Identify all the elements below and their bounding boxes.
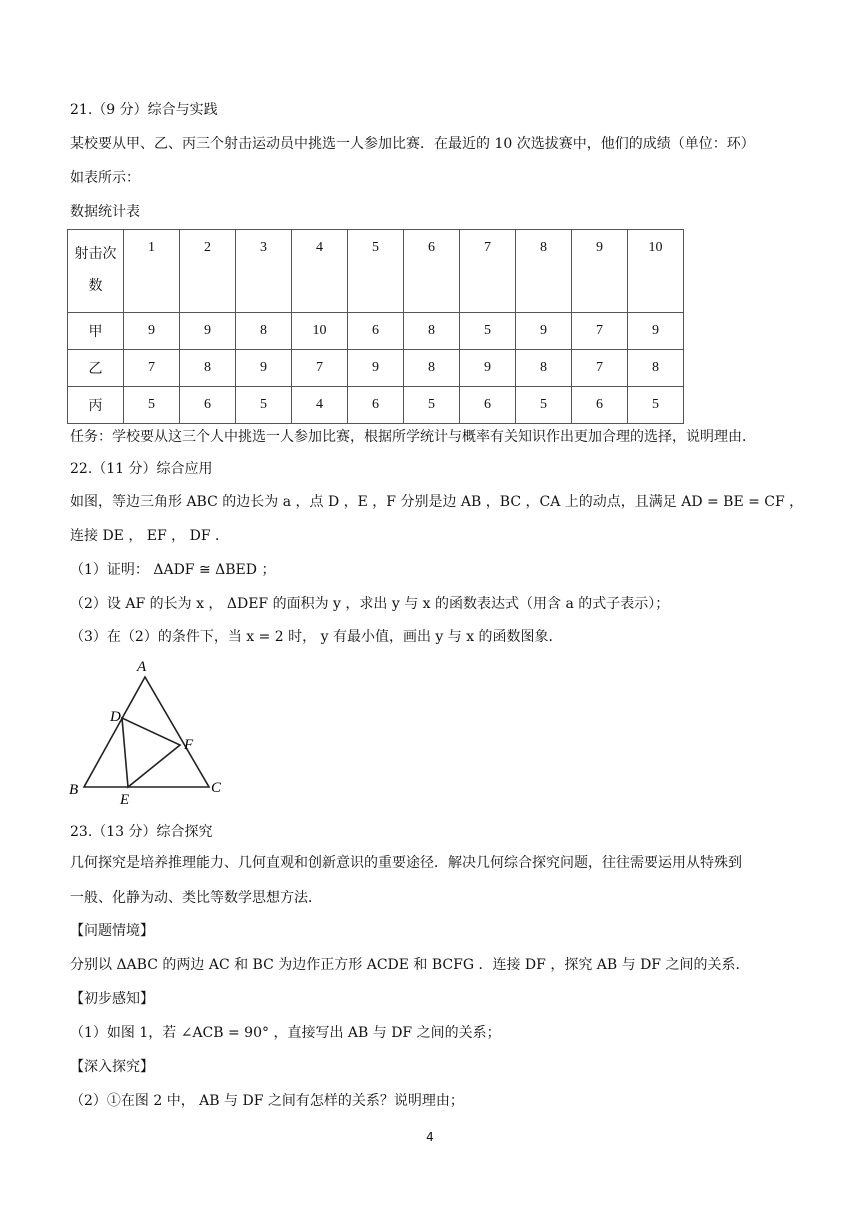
q21-task: 任务：学校要从这三个人中挑选一人参加比赛，根据所学统计与概率有关知识作出更加合理的选择，说明理由． bbox=[70, 429, 756, 445]
table-cell: 9 bbox=[516, 313, 572, 350]
table-cell: 8 bbox=[404, 350, 460, 387]
q22-line1: 如图，等边三角形 ABC 的边长为 a ，点 D ，E ，F 分别是边 AB ，BC ，CA 上的动点，且满足 AD = BE = CF ， bbox=[70, 494, 804, 510]
q22-heading: 22.（11 分）综合应用 bbox=[70, 461, 213, 477]
triangle-abc bbox=[84, 677, 209, 787]
table-cell: 6 bbox=[460, 387, 516, 424]
table-cell: 5 bbox=[460, 313, 516, 350]
table-cell: 8 bbox=[236, 313, 292, 350]
table-cell: 5 bbox=[628, 387, 684, 424]
table-cell: 9 bbox=[348, 350, 404, 387]
label-d: D bbox=[110, 709, 121, 725]
table-cell: 8 bbox=[628, 350, 684, 387]
label-a: A bbox=[137, 659, 147, 675]
q23-section-problem: 【问题情境】 bbox=[70, 923, 154, 939]
q22-part1: （1）证明： ΔADF ≅ ΔBED ； bbox=[70, 562, 276, 578]
table-cell: 10 bbox=[292, 313, 348, 350]
table-cell: 7 bbox=[572, 313, 628, 350]
triangle-def bbox=[122, 718, 180, 787]
q23-situation: 分别以 ΔABC 的两边 AC 和 BC 为边作正方形 ACDE 和 BCFG ．连接 DF ，探究 AB 与 DF 之间的关系． bbox=[70, 957, 750, 973]
q23-section-initial: 【初步感知】 bbox=[70, 991, 154, 1007]
table-header-cell: 10 bbox=[628, 230, 684, 313]
table-row bbox=[68, 387, 684, 424]
table-cell: 5 bbox=[236, 387, 292, 424]
q21-heading: 21.（9 分）综合与实践 bbox=[70, 102, 218, 118]
table-cell: 9 bbox=[124, 313, 180, 350]
table-cell: 7 bbox=[292, 350, 348, 387]
q23-intro-line1: 几何探究是培养推理能力、几何直观和创新意识的重要途径．解决几何综合探究问题，往往需要运用从特殊到 bbox=[70, 855, 742, 871]
table-header-cell: 5 bbox=[348, 230, 404, 313]
table-cell: 6 bbox=[180, 387, 236, 424]
table-header-label: 射击次 数 bbox=[68, 230, 124, 313]
table-cell: 8 bbox=[516, 350, 572, 387]
table-row bbox=[68, 350, 684, 387]
page-number: 4 bbox=[426, 1130, 434, 1144]
q21-table-title: 数据统计表 bbox=[70, 204, 140, 220]
triangle-figure bbox=[64, 655, 234, 805]
table-cell: 7 bbox=[572, 350, 628, 387]
table-cell: 4 bbox=[292, 387, 348, 424]
label-e: E bbox=[120, 792, 130, 805]
table-cell: 6 bbox=[572, 387, 628, 424]
q21-intro-line2: 如表所示： bbox=[70, 170, 140, 186]
table-cell: 9 bbox=[460, 350, 516, 387]
q22-part2: （2）设 AF 的长为 x ， ΔDEF 的面积为 y ，求出 y 与 x 的函数表达式（用含 a 的式子表示）； bbox=[70, 596, 670, 612]
table-cell: 5 bbox=[404, 387, 460, 424]
q23-part2: （2）①在图 2 中， AB 与 DF 之间有怎样的关系？说明理由； bbox=[70, 1093, 464, 1109]
q22-line2: 连接 DE ， EF ， DF ． bbox=[70, 528, 230, 544]
q23-intro-line2: 一般、化静为动、类比等数学思想方法． bbox=[70, 890, 322, 906]
table-cell: 5 bbox=[124, 387, 180, 424]
table-cell: 8 bbox=[404, 313, 460, 350]
label-b: B bbox=[69, 782, 79, 798]
table-header-cell: 1 bbox=[124, 230, 180, 313]
table-cell: 5 bbox=[516, 387, 572, 424]
table-header-cell: 7 bbox=[460, 230, 516, 313]
label-f: F bbox=[184, 737, 194, 753]
table-header-cell: 6 bbox=[404, 230, 460, 313]
table-cell: 7 bbox=[124, 350, 180, 387]
table-header-cell: 2 bbox=[180, 230, 236, 313]
label-c: C bbox=[211, 780, 222, 796]
table-cell: 6 bbox=[348, 387, 404, 424]
table-header-row bbox=[68, 230, 684, 313]
row-name: 甲 bbox=[68, 313, 124, 350]
table-cell: 9 bbox=[236, 350, 292, 387]
table-cell: 8 bbox=[180, 350, 236, 387]
q23-heading: 23.（13 分）综合探究 bbox=[70, 824, 213, 840]
row-name: 乙 bbox=[68, 350, 124, 387]
table-header-cell: 8 bbox=[516, 230, 572, 313]
q22-part3: （3）在（2）的条件下，当 x = 2 时， y 有最小值，画出 y 与 x 的函数图象． bbox=[70, 629, 563, 645]
table-cell: 9 bbox=[628, 313, 684, 350]
table-row bbox=[68, 313, 684, 350]
row-name: 丙 bbox=[68, 387, 124, 424]
q23-section-deep: 【深入探究】 bbox=[70, 1059, 154, 1075]
q21-intro-line1: 某校要从甲、乙、丙三个射击运动员中挑选一人参加比赛．在最近的 10 次选拔赛中，他们的成绩（单位：环） bbox=[70, 136, 755, 152]
shooting-data-table bbox=[67, 229, 684, 424]
q23-part1: （1）如图 1，若 ∠ACB = 90° ，直接写出 AB 与 DF 之间的关系； bbox=[70, 1025, 501, 1041]
table-header-cell: 3 bbox=[236, 230, 292, 313]
table-header-cell: 9 bbox=[572, 230, 628, 313]
table-cell: 6 bbox=[348, 313, 404, 350]
table-cell: 9 bbox=[180, 313, 236, 350]
table-header-cell: 4 bbox=[292, 230, 348, 313]
